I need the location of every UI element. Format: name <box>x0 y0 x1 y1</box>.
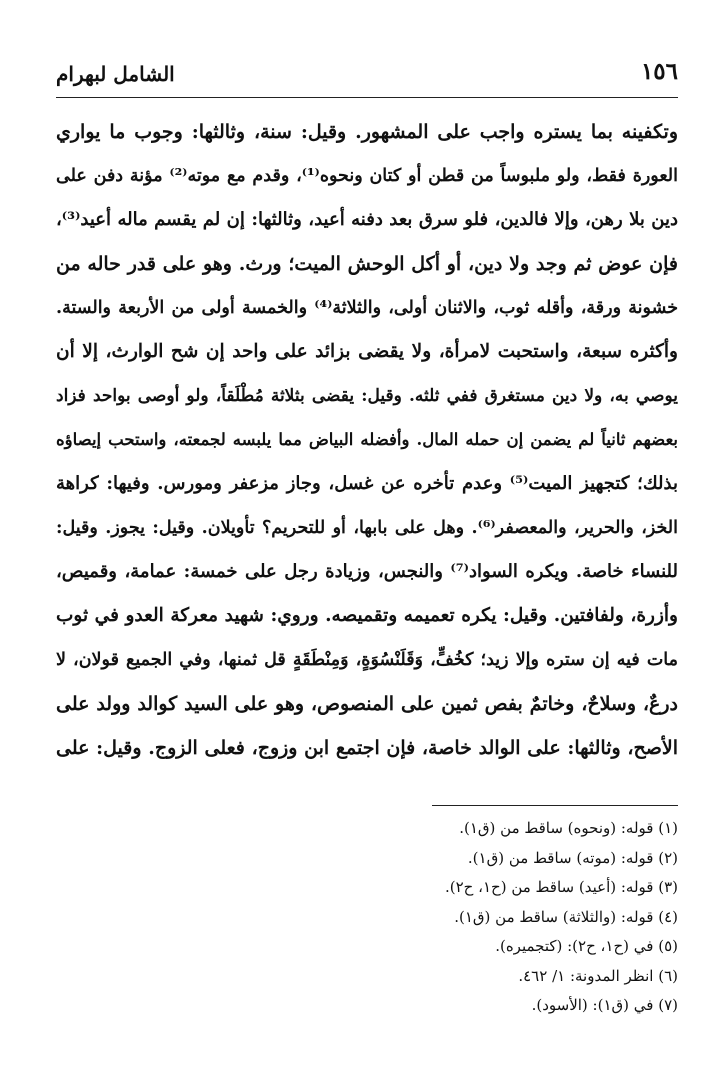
text-line: خشونة ورقة، وأقله ثوب، والاثنان أولى، والثلاثة⁽⁴⁾ والخمسة أولى من الأربعة والستة. <box>56 298 678 318</box>
footnote-item: (٣) قوله: (أعيد) ساقط من (ح١، ح٢). <box>444 878 678 896</box>
footnotes <box>258 814 678 1021</box>
text-line: وتكفينه بما يستره واجب على المشهور. وقيل: سنة، وثالثها: وجوب ما يواري <box>56 121 678 143</box>
text-line: للنساء خاصة. ويكره السواد⁽⁷⁾ والنجس، وزيادة رجل على خمسة: عمامة، وقميص، <box>56 561 678 582</box>
main-text <box>56 110 678 770</box>
page-number: ١٥٦ <box>640 58 678 85</box>
footnote-item: (٧) في (ق١): (الأسود). <box>531 996 678 1014</box>
text-line: درعٌ، وسلاحٌ، وخاتمٌ بفص ثمين على المنصوص، وهو على السيد كوالد وولد على <box>56 693 678 715</box>
text-line: وأزرة، ولفافتين. وقيل: يكره تعميمه وتقميصه. وروي: شهيد معركة العدو في ثوب <box>56 605 678 626</box>
text-line: يوصي به، ولا دين مستغرق ففي ثلثه. وقيل: يقضى بثلاثة مُطْلَقاً، ولو أوصى بواحد فزاد <box>56 386 678 406</box>
text-line: مات فيه إن ستره وإلا زيد؛ كخُفٍّ، وَقَلَنْسُوَةٍ، وَمِنْطَقَةٍ قل ثمنها، وفي الجميع قولان، لا <box>56 650 678 670</box>
text-line: دين بلا رهن، وإلا فالدين، فلو سرق بعد دفنه أعيد، وثالثها: إن لم يقسم ماله أعيد⁽³⁾، <box>56 209 678 230</box>
text-line: بذلك؛ كتجهيز الميت⁽⁵⁾ وعدم تأخره عن غسل، وجاز مزعفر ومورس. وفيها: كراهة <box>56 473 678 494</box>
footnote-item: (٢) قوله: (موته) ساقط من (ق١). <box>467 848 678 867</box>
text-line: فإن عوض ثم وجد ولا دين، أو أكل الوحش الميت؛ ورث. وهو على قدر حاله من <box>56 253 678 275</box>
footnote-item: (٦) انظر المدونة: ١/ ٤٦٢. <box>518 966 678 985</box>
running-title: الشامل لبهرام <box>56 62 175 86</box>
text-line: بعضهم ثانياً لم يضمن إن حمله المال. وأفضله البياض مما يلبسه لجمعته، واستحب إيصاؤه <box>56 430 678 449</box>
header-divider <box>56 97 678 98</box>
text-line: وأكثره سبعة، واستحبت لامرأة، ولا يقضى بزائد على واحد إن شح الوارث، إلا أن <box>56 341 678 362</box>
text-line: الأصح، وثالثها: على الوالد خاصة، فإن اجتمع ابن وزوج، فعلى الزوج. وقيل: على <box>56 737 678 759</box>
text-line: الخز، والحرير، والمعصفر⁽⁶⁾. وهل على بابها، أو للتحريم؟ تأويلان. وقيل: يجوز. وقيل: <box>56 518 678 538</box>
text-line: العورة فقط، ولو ملبوساً من قطن أو كتان ونحوه⁽¹⁾، وقدم مع موته⁽²⁾ مؤنة دفن على <box>56 166 678 186</box>
page-header <box>56 58 678 98</box>
footnote-item: (٤) قوله: (والثلاثة) ساقط من (ق١). <box>454 907 678 926</box>
footnote-item: (٥) في (ح١، ح٢): (كتجميره). <box>495 937 678 955</box>
footnote-divider <box>432 805 678 806</box>
footnote-item: (١) قوله: (ونحوه) ساقط من (ق١). <box>459 819 678 837</box>
